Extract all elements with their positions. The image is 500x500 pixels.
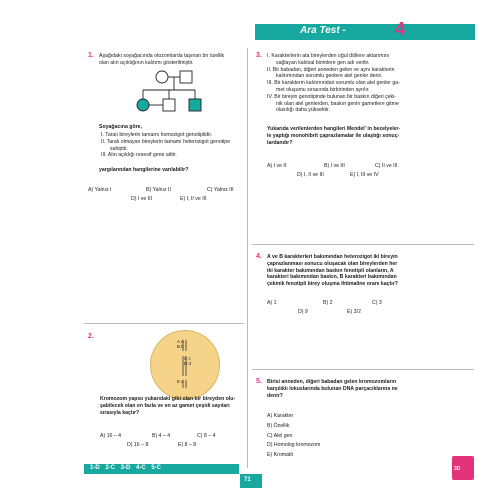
q2-number: 2.	[88, 333, 94, 340]
q1-question: yargılarından hangilerine varılabilir?	[99, 167, 189, 173]
q3-items: I. Karakterlerin ata bireylerden oğul döllere aktarımını sağlayan kalıtsal birimlere gen adı verilir. II. Bir babadan, diğeri anneden gelen ve aynı karakterin kalıtımından sorumlu genlere alel genler denir. III. Bir karakterin kalıtımından sorumlu olan alel genler ga- met oluşumu sırasında birbirinden ayrılır. IV. Bir bireyin genotipinde bulunan bir baskın diğeri çeki- nik olan alel genlerden, baskın genin gametlere gitme olasılığı daha yüksektir.	[267, 53, 400, 114]
q2-option-c[interactable]: C) 8 – 4	[197, 433, 216, 439]
q4-option-c[interactable]: C) 3	[372, 300, 382, 306]
q1-items: I. Taralı bireylerin tamamı homozigot genotiplidir. II. Taralı olmayan bireylerin tamamı heterozigot genotipe sahiptir. III. Alın açıklığı resesif gene aittir.	[101, 132, 231, 159]
q5-option-c[interactable]: C) Alel gen	[267, 432, 293, 439]
answer-key: 1-D 2-C 3-D 4-C 5-C	[90, 465, 162, 471]
q3-option-d[interactable]: D) I, II ve III	[297, 172, 324, 178]
publisher-logo-text: 3D	[454, 466, 461, 472]
q5-option-d[interactable]: D) Homolog kromozom	[267, 442, 321, 449]
q3-number: 3.	[256, 52, 262, 59]
q1-stem: Aşağıdaki soyağacında otozomlarda taşınan bir özellik olan alın açıklığının kalıtımı gösterilmiştir.	[99, 53, 225, 66]
q4-option-b[interactable]: B) 2	[323, 300, 333, 306]
q1-option-a[interactable]: A) Yalnız I	[88, 187, 112, 193]
q2-stem: Kromozom yapısı yukarıdaki gibi olan bir bireyden olu- şabilecek olan en fazla ve en az gamet çeşidi sayıları sırasıyla kaçtır?	[100, 396, 236, 416]
q5-option-e[interactable]: E) Kromatit	[267, 452, 293, 459]
q5-stem: Birisi anneden, diğeri babadan gelen kromozomların karşılıklı lokuslarında bulunan DNA parçacıklarına ne denir?	[267, 379, 398, 399]
q3-question: Yukarıda verilenlerden hangileri Mendel' in bezelyeler- le yaptığı monohibrit çaprazlamalar ile ulaştığı sonuç- lardandır?	[267, 126, 401, 146]
divider-q4-q5	[252, 369, 474, 370]
header-test-number: 4	[395, 19, 406, 39]
q3-option-b[interactable]: B) I ve III	[324, 163, 345, 169]
divider-q1-q2	[84, 323, 244, 324]
q4-option-e[interactable]: E) 3/2	[347, 309, 361, 315]
pedigree-diagram	[100, 68, 210, 116]
q2-option-b[interactable]: B) 4 – 4	[152, 433, 171, 439]
q2-option-d[interactable]: D) 16 – 8	[127, 442, 149, 448]
q2-option-e[interactable]: E) 8 – 8	[178, 442, 197, 448]
q4-stem: A ve B karakterleri bakımından heterozigot iki bireyin çaprazlanması sonucu oluşacak olan bireylerden her iki karakter bakımından baskın fenotipli olanların, A karakteri bakımından baskın, B karakteri bakımından çekinik fenotipli birey oluşma ihtimaline oranı kaçtır?	[267, 254, 398, 288]
q4-option-a[interactable]: A) 1	[267, 300, 277, 306]
q1-option-c[interactable]: C) Yalnız III	[207, 187, 234, 193]
q5-number: 5.	[256, 378, 262, 385]
q5-option-a[interactable]: A) Karakter	[267, 413, 294, 419]
q5-option-b[interactable]: B) Özellik	[267, 422, 290, 429]
header-bar	[255, 24, 475, 40]
q1-option-d[interactable]: D) I ve III	[131, 196, 153, 202]
q5-options	[267, 413, 320, 459]
divider-q3-q4	[252, 244, 474, 245]
q1-option-b[interactable]: B) Yalnız II	[146, 187, 171, 193]
q3-option-e[interactable]: E) I, III ve IV	[350, 172, 379, 178]
allele-labels-cd: C c D d	[184, 356, 192, 366]
page-number: 71	[244, 477, 251, 483]
allele-labels-ab: A a B b	[177, 339, 184, 349]
q3-option-c[interactable]: C) II ve III	[375, 163, 398, 169]
q4-number: 4.	[256, 253, 262, 260]
q1-intro: Soyağacına göre,	[99, 124, 142, 130]
q1-option-e[interactable]: E) I, II ve III	[180, 196, 207, 202]
allele-labels-e: E e	[177, 379, 184, 384]
q1-number: 1.	[88, 52, 94, 59]
header-title: Ara Test -	[300, 25, 346, 36]
q3-option-a[interactable]: A) I ve II	[267, 163, 287, 169]
column-divider	[247, 48, 248, 468]
q4-option-d[interactable]: D) 9	[298, 309, 308, 315]
q2-option-a[interactable]: A) 16 – 4	[100, 433, 122, 439]
